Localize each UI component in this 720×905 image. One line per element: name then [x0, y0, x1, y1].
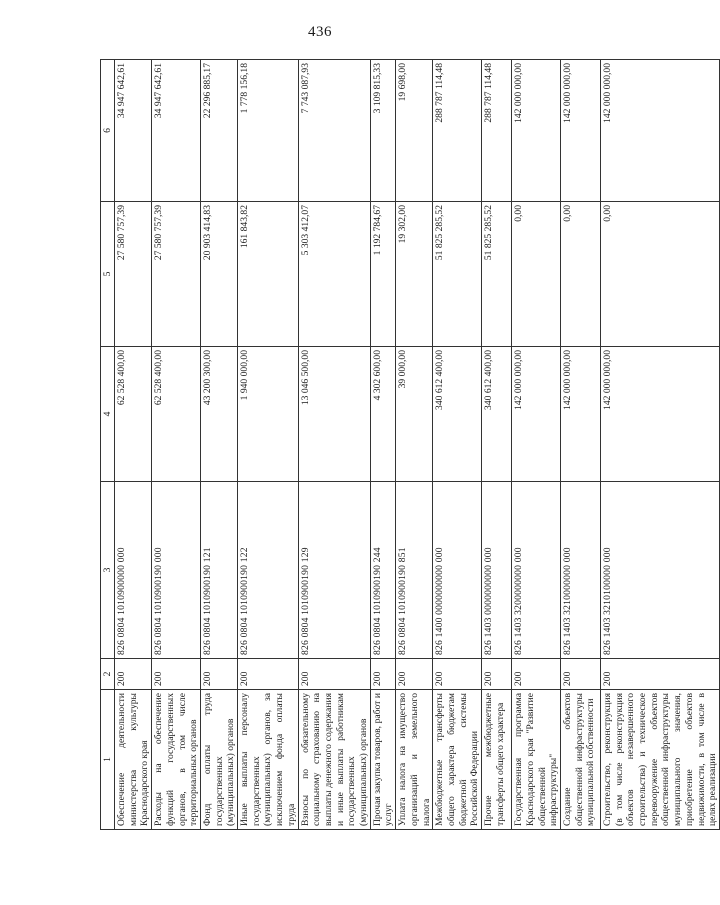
row-amount-remaining: 3 109 815,33: [370, 60, 395, 202]
table-row: [396, 60, 433, 830]
row-name: Государственная программа Краснодарского края "Развитие общественной инфраструктуры": [512, 690, 561, 830]
row-name: Создание объектов общественной инфраструктуры муниципальной собственности: [560, 690, 600, 830]
row-amount-remaining: 288 787 114,48: [433, 60, 482, 202]
row-amount-executed: 161 843,82: [238, 202, 299, 347]
row-name: Уплата налога на имущество организаций и земельного налога: [396, 690, 433, 830]
row-amount-executed: 0,00: [512, 202, 561, 347]
row-amount-remaining: 22 296 885,17: [200, 60, 237, 202]
row-name: Прочие межбюджетные трансферты общего характера: [482, 690, 512, 830]
row-amount-remaining: 142 000 000,00: [560, 60, 600, 202]
row-name: Строительство, реконструкция (в том числе реконструкция объектов незавершенного строительства) и техническое перевооружение объектов общественной инфраструктуры муниципального значения, приобретение объектов недвижимости, в том числе в целях реализации: [600, 690, 719, 830]
table-row: [298, 60, 370, 830]
row-amount-remaining: 142 000 000,00: [600, 60, 719, 202]
row-amount-plan: 39 000,00: [396, 347, 433, 482]
page-number: 436: [308, 24, 332, 40]
row-amount-plan: 62 528 400,00: [115, 347, 152, 482]
row-name: Иные выплаты персоналу государственных (муниципальных) органов, за исключением фонда оплаты труда: [238, 690, 299, 830]
row-code: 200: [152, 659, 201, 690]
row-amount-plan: 4 302 600,00: [370, 347, 395, 482]
row-amount-remaining: 7 743 087,93: [298, 60, 370, 202]
row-kbk: 826 1403 3200000000 000: [512, 482, 561, 659]
table-row: [512, 60, 561, 830]
row-kbk: 826 0804 1010900190 244: [370, 482, 395, 659]
row-amount-executed: 27 580 757,39: [152, 202, 201, 347]
row-amount-executed: 27 580 757,39: [115, 202, 152, 347]
row-code: 200: [600, 659, 719, 690]
row-kbk: 826 0804 1010900190 122: [238, 482, 299, 659]
budget-table-body: [101, 60, 720, 830]
table-row: [152, 60, 201, 830]
header-cell-1: 1: [101, 690, 115, 830]
row-code: 200: [370, 659, 395, 690]
row-amount-executed: 51 825 285,52: [482, 202, 512, 347]
row-amount-plan: 43 200 300,00: [200, 347, 237, 482]
row-name: Прочая закупка товаров, работ и услуг: [370, 690, 395, 830]
row-amount-remaining: 19 698,00: [396, 60, 433, 202]
row-name: Межбюджетные трансферты общего характера бюджетам бюджетной системы Российской Федерации: [433, 690, 482, 830]
header-cell-3: 3: [101, 482, 115, 659]
table-row: [115, 60, 152, 830]
row-amount-executed: 0,00: [600, 202, 719, 347]
row-amount-plan: 142 000 000,00: [560, 347, 600, 482]
row-code: 200: [115, 659, 152, 690]
table-row: [482, 60, 512, 830]
header-cell-2: 2: [101, 659, 115, 690]
row-code: 200: [396, 659, 433, 690]
row-amount-remaining: 34 947 642,61: [115, 60, 152, 202]
row-amount-executed: 0,00: [560, 202, 600, 347]
table-header-row: [101, 60, 115, 830]
row-kbk: 826 0804 1010900190 129: [298, 482, 370, 659]
row-amount-executed: 1 192 784,67: [370, 202, 395, 347]
row-amount-executed: 51 825 285,52: [433, 202, 482, 347]
row-kbk: 826 0804 1010900190 851: [396, 482, 433, 659]
table-row: [200, 60, 237, 830]
row-kbk: 826 1403 3210000000 000: [560, 482, 600, 659]
row-kbk: 826 1403 0000000000 000: [482, 482, 512, 659]
header-cell-6: 6: [101, 60, 115, 202]
row-kbk: 826 1400 0000000000 000: [433, 482, 482, 659]
row-amount-plan: 142 000 000,00: [600, 347, 719, 482]
row-amount-executed: 19 302,00: [396, 202, 433, 347]
row-amount-remaining: 34 947 642,61: [152, 60, 201, 202]
row-code: 200: [200, 659, 237, 690]
row-code: 200: [298, 659, 370, 690]
header-cell-4: 4: [101, 347, 115, 482]
row-kbk: 826 0804 1010900190 000: [152, 482, 201, 659]
row-amount-plan: 340 612 400,00: [433, 347, 482, 482]
row-amount-plan: 1 940 000,00: [238, 347, 299, 482]
row-code: 200: [482, 659, 512, 690]
row-amount-plan: 13 046 500,00: [298, 347, 370, 482]
table-row: [370, 60, 395, 830]
budget-table: [100, 59, 720, 830]
row-amount-plan: 142 000 000,00: [512, 347, 561, 482]
rotated-table-container: [100, 60, 719, 830]
row-code: 200: [433, 659, 482, 690]
row-kbk: 826 0804 1010900190 121: [200, 482, 237, 659]
row-name: Обеспечение деятельности министерства культуры Краснодарского края: [115, 690, 152, 830]
row-amount-remaining: 142 000 000,00: [512, 60, 561, 202]
row-amount-remaining: 288 787 114,48: [482, 60, 512, 202]
header-cell-5: 5: [101, 202, 115, 347]
row-kbk: 826 0804 1010900000 000: [115, 482, 152, 659]
row-code: 200: [560, 659, 600, 690]
row-amount-executed: 20 903 414,83: [200, 202, 237, 347]
table-row: [600, 60, 719, 830]
row-amount-plan: 62 528 400,00: [152, 347, 201, 482]
table-row: [238, 60, 299, 830]
row-name: Расходы на обеспечение функций государственных органов, в том числе территориальных органов: [152, 690, 201, 830]
table-row: [433, 60, 482, 830]
row-name: Фонд оплаты труда государственных (муниципальных) органов: [200, 690, 237, 830]
table-row: [560, 60, 600, 830]
row-amount-remaining: 1 778 156,18: [238, 60, 299, 202]
row-code: 200: [238, 659, 299, 690]
row-kbk: 826 1403 3210100000 000: [600, 482, 719, 659]
row-code: 200: [512, 659, 561, 690]
row-amount-plan: 340 612 400,00: [482, 347, 512, 482]
row-amount-executed: 5 303 412,07: [298, 202, 370, 347]
row-name: Взносы по обязательному социальному страхованию на выплаты денежного содержания и иные выплаты работникам государственных (муниципальных) органов: [298, 690, 370, 830]
